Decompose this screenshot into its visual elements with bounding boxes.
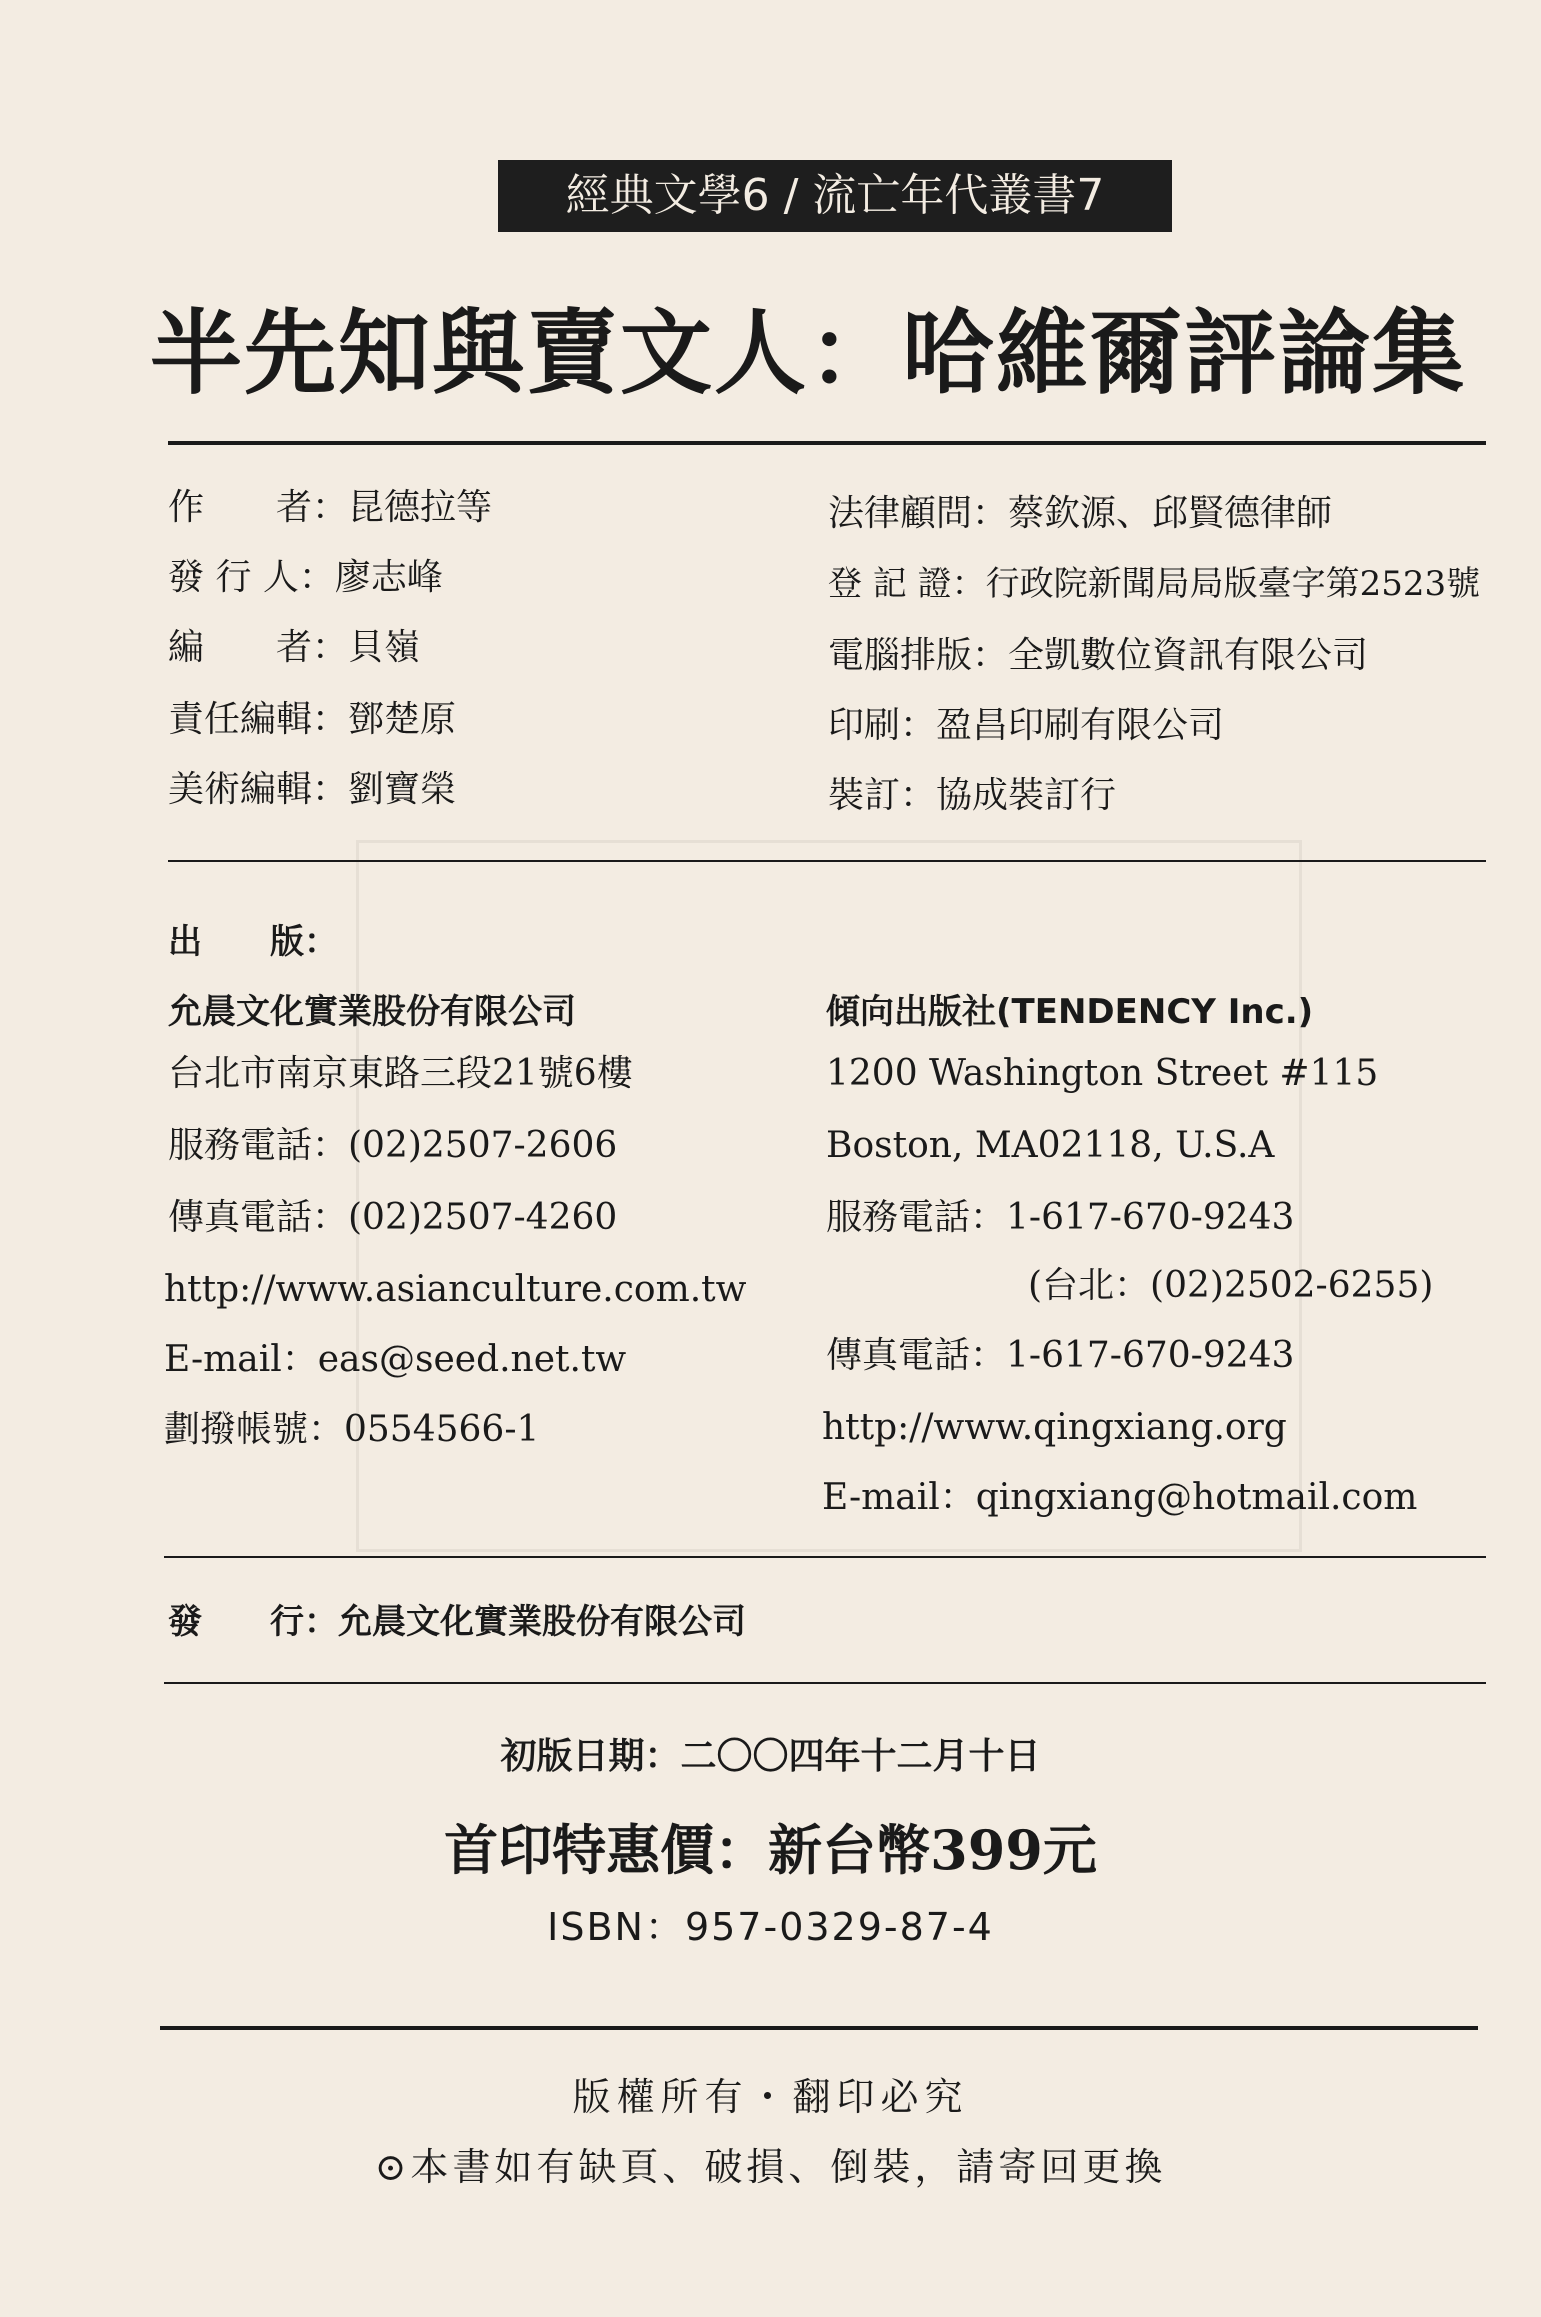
distributor-value: 允晨文化實業股份有限公司	[338, 1602, 746, 1642]
publisher-left-phone: 服務電話：(02)2507-2606	[168, 1125, 618, 1166]
divider-distributor	[164, 1682, 1486, 1684]
credit-author	[168, 486, 492, 530]
publisher-heading: 出 版：	[168, 922, 338, 962]
publisher-left-website: http://www.asianculture.com.tw	[164, 1269, 747, 1310]
credit-label: 電腦排版：	[828, 635, 1009, 676]
credit-typesetting	[828, 634, 1368, 678]
credit-editor	[168, 626, 420, 670]
publisher-right-website: http://www.qingxiang.org	[822, 1407, 1287, 1448]
credit-label: 編 者：	[168, 627, 349, 668]
credit-value: 蔡欽源、邱賢德律師	[1008, 493, 1333, 534]
divider-credits	[168, 860, 1486, 862]
credit-binding	[828, 774, 1116, 818]
divider-publisher	[164, 1556, 1486, 1558]
price: 首印特惠價：新台幣399元	[444, 1818, 1097, 1882]
publisher-right-name: 傾向出版社(TENDENCY Inc.)	[826, 992, 1314, 1032]
divider-top	[168, 441, 1486, 445]
credit-registration	[828, 562, 1480, 606]
credit-label: 法律顧問：	[828, 493, 1009, 534]
isbn: ISBN：957-0329-87-4	[547, 1905, 994, 1949]
credit-managing-editor	[168, 698, 456, 742]
book-title: 半先知與賣文人：哈維爾評論集	[150, 299, 1467, 407]
publisher-right-fax: 傳真電話：1-617-670-9243	[826, 1335, 1295, 1376]
divider-bottom	[160, 2026, 1478, 2030]
first-edition-date: 初版日期：二〇〇四年十二月十日	[500, 1736, 1041, 1777]
publisher-left-email: E-mail：eas@seed.net.tw	[164, 1339, 627, 1380]
credit-label: 美術編輯：	[168, 769, 349, 810]
credit-value: 鄧楚原	[348, 699, 457, 740]
distributor	[168, 1594, 746, 1643]
publisher-left-account: 劃撥帳號：0554566-1	[164, 1409, 540, 1450]
credit-art-editor	[168, 768, 456, 812]
publisher-right-address-1: 1200 Washington Street #115	[826, 1053, 1379, 1094]
publisher-right-address-2: Boston, MA02118, U.S.A	[826, 1125, 1275, 1166]
credit-value: 行政院新聞局局版臺字第2523號	[985, 564, 1481, 604]
publisher-right-phone-taipei: (台北：(02)2502-6255)	[1028, 1265, 1434, 1306]
publisher-left-fax: 傳真電話：(02)2507-4260	[168, 1197, 618, 1238]
credit-value: 盈昌印刷有限公司	[936, 705, 1225, 746]
publisher-right-phone: 服務電話：1-617-670-9243	[826, 1197, 1295, 1238]
credit-label: 裝訂：	[828, 775, 937, 816]
credit-printing	[828, 704, 1224, 748]
credit-legal	[828, 492, 1332, 536]
credit-value: 廖志峰	[334, 557, 443, 598]
series-label: 經典文學6 / 流亡年代叢書7	[498, 160, 1172, 232]
copyright-notice: 版權所有・翻印必究	[572, 2075, 969, 2119]
credit-label: 印刷：	[828, 705, 937, 746]
credit-value: 協成裝訂行	[936, 775, 1117, 816]
credit-label: 登 記 證：	[828, 564, 986, 604]
credit-value: 貝嶺	[348, 627, 421, 668]
publisher-left-address: 台北市南京東路三段21號6樓	[168, 1053, 633, 1094]
credit-label: 作 者：	[168, 487, 349, 528]
publisher-right-email: E-mail：qingxiang@hotmail.com	[822, 1477, 1418, 1518]
credit-label: 發 行 人：	[168, 557, 335, 598]
distributor-label: 發 行：	[168, 1602, 338, 1642]
publisher-left-name: 允晨文化實業股份有限公司	[168, 992, 576, 1032]
replacement-notice: ⊙本書如有缺頁、破損、倒裝，請寄回更換	[374, 2145, 1167, 2189]
credit-label: 責任編輯：	[168, 699, 349, 740]
credit-value: 劉寶榮	[348, 769, 457, 810]
credit-publisher-person	[168, 556, 443, 600]
credit-value: 昆德拉等	[348, 487, 493, 528]
credit-value: 全凱數位資訊有限公司	[1008, 635, 1369, 676]
